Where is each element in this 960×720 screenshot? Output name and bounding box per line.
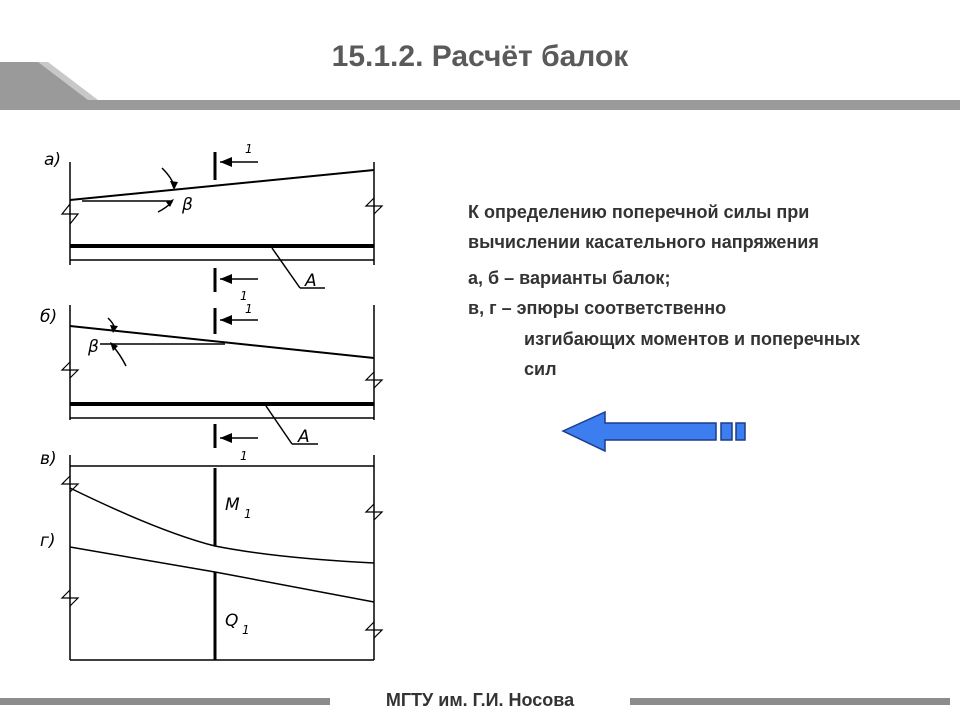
- label-axis-b: A: [298, 427, 310, 447]
- label-g: г): [40, 531, 56, 551]
- beam-a: [62, 152, 382, 292]
- label-b: б): [40, 307, 58, 327]
- footer-bar-left: [0, 698, 330, 705]
- label-shear-sub: 1: [242, 623, 250, 637]
- back-arrow-icon[interactable]: [563, 412, 745, 451]
- description-line-1: К определению поперечной силы при: [468, 202, 810, 222]
- description-line-6: сил: [524, 359, 557, 379]
- label-v: в): [40, 449, 57, 469]
- beam-b: [62, 305, 382, 448]
- label-section-1-a-top: 1: [245, 142, 253, 156]
- moment-shear-diagrams: [62, 455, 382, 660]
- description-line-2: вычислении касательного напряжения: [468, 232, 819, 252]
- description-line-5: изгибающих моментов и поперечных: [524, 329, 861, 349]
- label-section-1-a-bottom: 1: [240, 289, 248, 303]
- description-line-3: а, б – варианты балок;: [468, 268, 671, 288]
- label-moment-sub: 1: [244, 507, 252, 521]
- description-line-4: в, г – эпюры соответственно: [468, 298, 727, 318]
- label-axis-a: A: [305, 271, 317, 291]
- label-beta-a: β: [182, 195, 193, 215]
- label-section-1-b-bottom: 1: [240, 449, 248, 463]
- label-beta-b: β: [88, 337, 99, 357]
- label-a: а): [44, 150, 62, 170]
- label-shear: Q: [225, 611, 239, 631]
- label-section-1-b-top: 1: [245, 302, 253, 316]
- label-moment: M: [225, 495, 240, 515]
- slide-title: 15.1.2. Расчёт балок: [331, 40, 629, 73]
- footer-bar-right: [630, 698, 950, 705]
- footer-text: МГТУ им. Г.И. Носова: [385, 690, 575, 710]
